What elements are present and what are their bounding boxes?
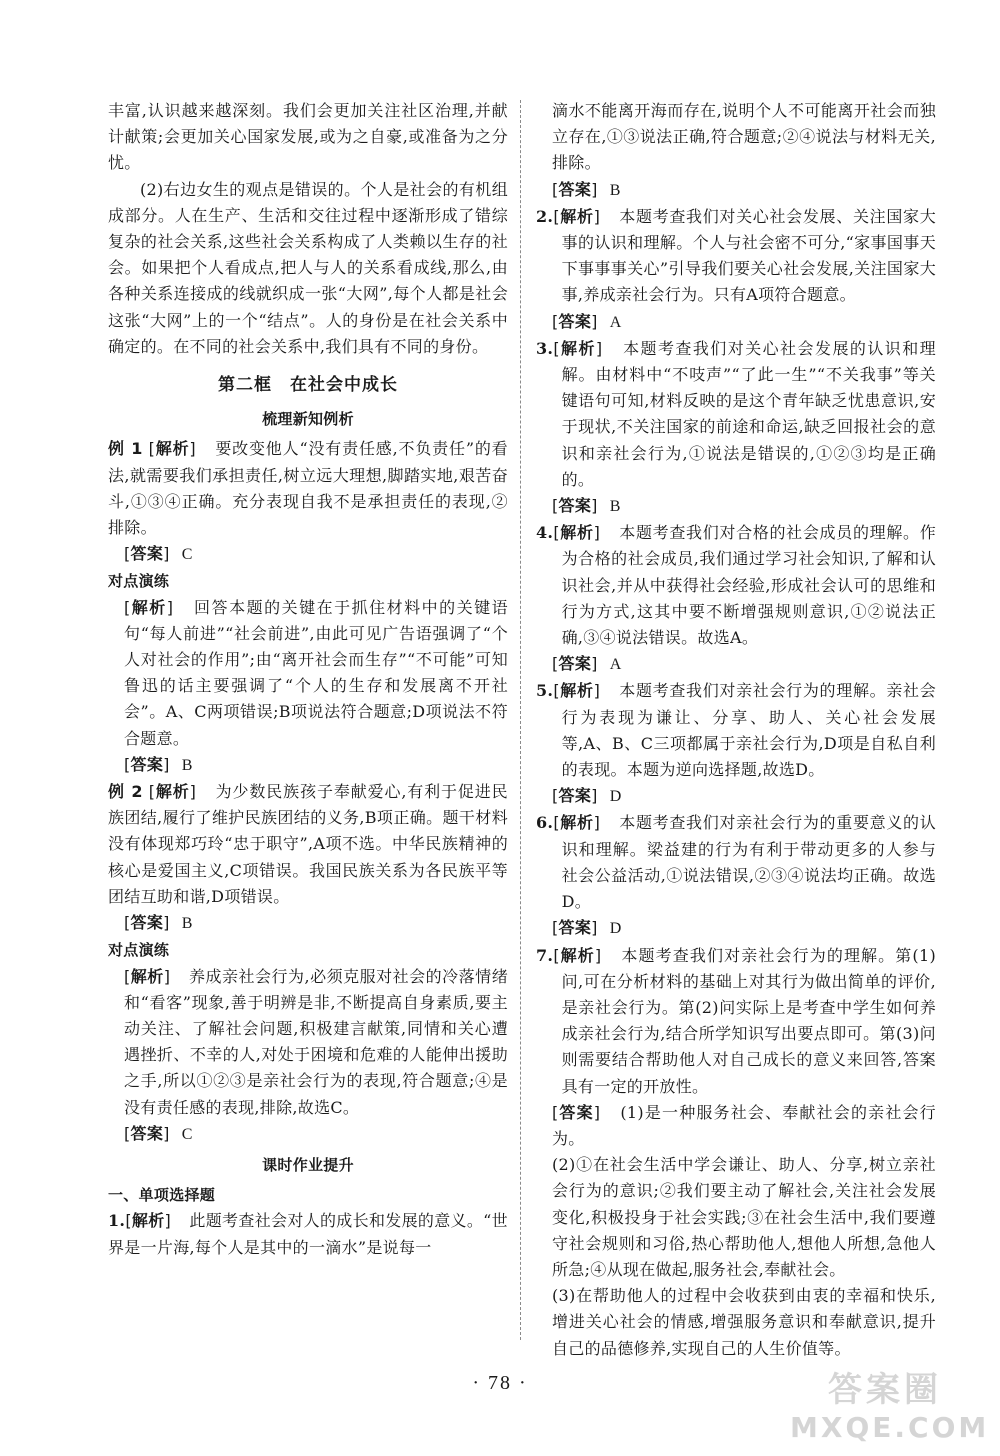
- answer-value: C: [181, 1125, 193, 1143]
- drill-title: 对点演练: [108, 572, 170, 591]
- answer-tag: [ 答案 ]: [552, 180, 598, 199]
- question-number: 5.: [536, 681, 554, 701]
- answer-tag: [ 答案 ]: [552, 654, 598, 673]
- answer-value: A: [609, 313, 622, 331]
- example-1: [108, 436, 508, 541]
- answer-line: [536, 783, 936, 810]
- watermark-top: 答案圈: [828, 1370, 942, 1410]
- answer-tag: [ 答案 ]: [124, 1124, 170, 1143]
- analysis-text: 本题考查我们对关心社会发展、关注国家大事的认识和理解。个人与社会密不可分,“家事国事天下事事事关心”引导我们要关心社会发展,关注国家大事,养成亲社会行为。只有A项符合题意。: [561, 206, 937, 305]
- analysis-text: 本题考查我们对亲社会行为的理解。第(1)问,可在分析材料的基础上对其行为做出简单的评价,是亲社会行为。第(2)问实际上是考查中学生如何养成亲社会行为,结合所学知识写出要点即可。第(3)问则需要结合帮助他人对自己成长的意义来回答,答案具有一定的开放性。: [561, 945, 936, 1096]
- answer-value: B: [181, 915, 193, 933]
- paragraph: (2)右边女生的观点是错误的。个人是社会的有机组成部分。人在生产、生活和交往过程中逐渐形成了错综复杂的社会关系,这些社会关系构成了人类赖以生存的社会。如果把个人看成点,把人与人的关系看成线,那么,由各种关系连接成的线就织成一张“大网”,每个人都是社会这张“大网”上的一个“结点”。人的身份是在社会关系中确定的。在不同的社会关系中,我们具有不同的身份。: [108, 179, 508, 356]
- answer-value: C: [181, 546, 193, 564]
- answer-line: [536, 915, 936, 942]
- answer-line: [536, 651, 936, 678]
- answer-line: [536, 177, 936, 204]
- question-number: 3.: [536, 338, 554, 358]
- analysis-tag: [ 解析 ]: [553, 813, 600, 832]
- question-number: 6.: [536, 813, 554, 833]
- analysis-text: 本题考查我们对合格的社会成员的理解。作为合格的社会成员,我们通过学习社会知识,了解和认识社会,并从中获得社会经验,形成社会认可的思维和行为方式,这其中要不断增强规则意识,①②说法正确,③④说法错误。故选A。: [561, 523, 937, 648]
- question-1: [108, 1208, 508, 1260]
- example-label: 例 2: [108, 782, 143, 802]
- answer-tag: [ 答案 ]: [124, 755, 170, 774]
- watermark-logo: [790, 1362, 990, 1448]
- answer-tag: [ 答案 ]: [552, 496, 598, 515]
- answer-line: [536, 1100, 936, 1152]
- question-2: [536, 204, 936, 309]
- answer-line: [108, 1121, 508, 1148]
- analysis-tag: [ 解析 ]: [149, 782, 196, 801]
- analysis-tag: [ 解析 ]: [553, 523, 600, 542]
- analysis-text: 本题考查我们对亲社会行为的重要意义的认识和理解。梁益建的行为有利于带动更多的人参与社会公益活动,①说法错误,②③④说法均正确。故选D。: [561, 813, 937, 912]
- answer-line: [108, 910, 508, 937]
- analysis-tag: [ 解析 ]: [124, 967, 170, 986]
- answer-tag: [ 答案 ]: [552, 312, 598, 331]
- right-column: [536, 98, 936, 1362]
- analysis-text: 回答本题的关键在于抓住材料中的关键语句“每人前进”“社会前进”,由此可见广告语强调了“个人对社会的作用”;由“离开社会而生存”“不可能”可知鲁迅的话主要强调了“个人的生存和发展离不开社会”。A、C两项错误;B项说法符合题意;D项说法不符合题意。: [124, 597, 508, 748]
- section-title: 第二框 在社会中成长: [218, 375, 398, 396]
- question-7: [536, 943, 936, 1100]
- analysis-tag: [ 解析 ]: [553, 339, 602, 358]
- analysis-text: 此题考查社会对人的成长和发展的意义。“世界是一片海,每个人是其中的一滴水”是说每一: [108, 1211, 508, 1257]
- example-label: 例 1: [108, 439, 143, 459]
- answer-value: B: [609, 498, 621, 516]
- answer-tag: [ 答案 ]: [552, 1103, 600, 1122]
- answer-tag: [ 答案 ]: [124, 544, 170, 563]
- answer-tag: [ 答案 ]: [124, 913, 170, 932]
- answer-value: A: [609, 656, 622, 674]
- question-group-title: 一、单项选择题: [108, 1186, 216, 1205]
- watermark-bottom: MXQE.COM: [790, 1411, 990, 1444]
- answer-line: [536, 493, 936, 520]
- question-4: [536, 520, 936, 651]
- analysis-text: 本题考查我们对关心社会发展的认识和理解。由材料中“不吱声”“了此一生”“不关我事”等关键语句可知,材料反映的是这个青年缺乏忧患意识,安于现状,不关注国家的前途和命运,缺乏回报社会的意识和亲社会行为,①说法是错误的,①②③均是正确的。: [561, 338, 936, 489]
- answer-tag: [ 答案 ]: [552, 786, 598, 805]
- answer-value: B: [181, 756, 193, 774]
- answer-line: [108, 752, 508, 779]
- analysis-text: 本题考查我们对亲社会行为的理解。亲社会行为表现为谦让、分享、助人、关心社会发展等,A、B、C三项都属于亲社会行为,D项是自私自利的表现。本题为逆向选择题,故选D。: [561, 681, 937, 780]
- answer-text: (3)在帮助他人的过程中会收获到由衷的幸福和快乐,增进关心社会的情感,增强服务意识和奉献意识,提升自己的品德修养,实现自己的人生价值等。: [552, 1286, 936, 1358]
- answer-value: B: [609, 181, 621, 199]
- question-3: [536, 336, 936, 493]
- answer-value: D: [609, 920, 622, 938]
- analysis-tag: [ 解析 ]: [124, 598, 173, 617]
- drill-title: 对点演练: [108, 941, 170, 960]
- answer-line: [108, 541, 508, 568]
- analysis-tag: [ 解析 ]: [125, 1211, 171, 1230]
- question-number: 1.: [108, 1211, 126, 1231]
- analysis-tag: [ 解析 ]: [149, 439, 196, 458]
- paragraph: 丰富,认识越来越深刻。我们会更加关注社区治理,并献计献策;会更加关心国家发展,或为之自豪,或准备为之分忧。: [108, 101, 508, 173]
- question-5: [536, 678, 936, 783]
- analysis-tag: [ 解析 ]: [553, 681, 600, 700]
- analysis-tag: [ 解析 ]: [553, 946, 601, 965]
- analysis-text: 养成亲社会行为,必须克服对社会的冷落情绪和“看客”现象,善于明辨是非,不断提高自身素质,要主动关注、了解社会问题,积极建言献策,同情和关心遭遇挫折、不幸的人,对处于困境和危难的人能伸出援助之手,所以①②③是亲社会行为的表现,符合题意;④是没有责任感的表现,排除,故选C。: [124, 966, 508, 1117]
- answer-tag: [ 答案 ]: [552, 918, 598, 937]
- analysis-tag: [ 解析 ]: [553, 207, 600, 226]
- subsection-title: 梳理新知例析: [262, 410, 354, 429]
- question-6: [536, 810, 936, 915]
- example-2: [108, 779, 508, 910]
- answer-text: (1)是一种服务社会、奉献社会的亲社会行为。: [552, 1102, 936, 1148]
- subsection-title: 课时作业提升: [262, 1155, 354, 1174]
- answer-value: D: [609, 788, 622, 806]
- analysis-text: 为少数民族孩子奉献爱心,有利于促进民族团结,履行了维护民族团结的义务,B项正确。题干材料没有体现郑巧玲“忠于职守”,A项不选。中华民族精神的核心是爱国主义,C项错误。我国民族关系为各民族平等团结互助和谐,D项错误。: [108, 782, 508, 906]
- paragraph: 滴水不能离开海而存在,说明个人不可能离开社会而独立存在,①③说法正确,符合题意;②④说法与材料无关,排除。: [552, 101, 936, 173]
- answer-text: (2)①在社会生活中学会谦让、助人、分享,树立亲社会行为的意识;②我们要主动了解社会,关注社会发展变化,积极投身于社会实践;③在社会生活中,我们要遵守社会规则和习俗,热心帮助他人,想他人所想,急他人所急;④从现在做起,服务社会,奉献社会。: [552, 1155, 936, 1279]
- column-divider: [520, 100, 521, 1340]
- question-number: 2.: [536, 206, 554, 226]
- analysis-text: 要改变他人“没有责任感,不负责任”的看法,就需要我们承担责任,树立远大理想,脚踏实地,艰苦奋斗,①③④正确。充分表现自我不是承担责任的表现,②排除。: [108, 439, 508, 538]
- page-number: · 78 ·: [472, 1372, 528, 1394]
- question-number: 7.: [536, 945, 554, 965]
- question-number: 4.: [536, 523, 554, 543]
- answer-line: [536, 309, 936, 336]
- drill-analysis: [108, 595, 508, 752]
- drill-analysis: [108, 964, 508, 1121]
- left-column: [108, 98, 508, 1261]
